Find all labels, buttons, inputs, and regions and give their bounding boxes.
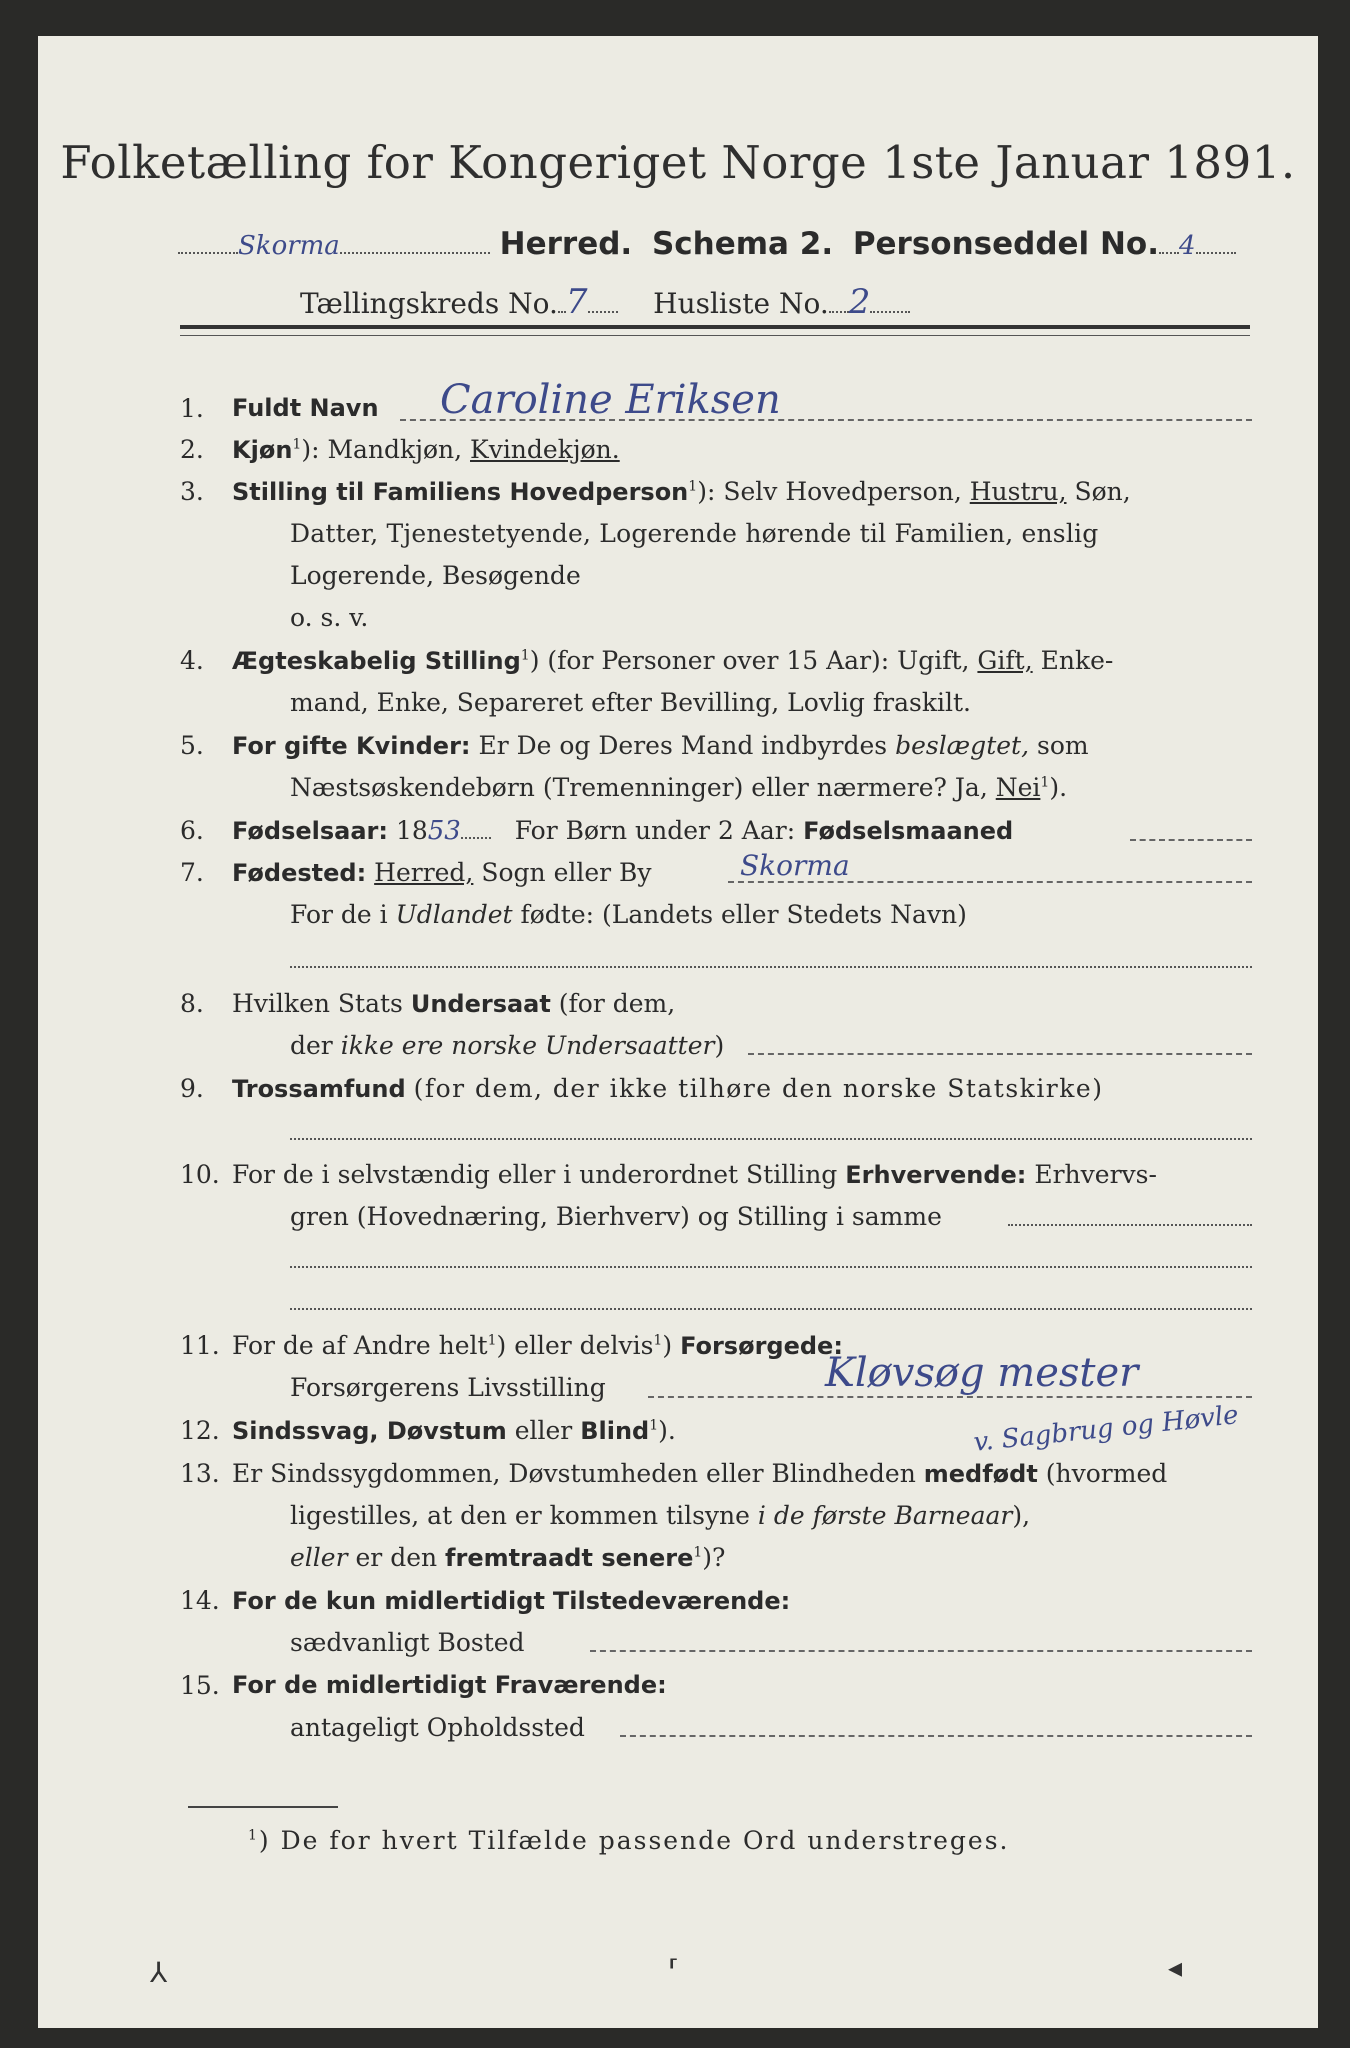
q13-footnote-ref: 1 [693, 1544, 703, 1561]
q14-line2: sædvanligt Bosted [290, 1628, 525, 1657]
q5-label: For gifte Kvinder: [232, 732, 471, 760]
q2-footnote-ref: 1 [292, 436, 302, 453]
q8-fill-line [748, 1053, 1252, 1055]
q14-number: 14. [180, 1586, 220, 1615]
q13-line2b: i de første Barneaar [757, 1501, 1013, 1530]
q12-line1d: ). [658, 1416, 676, 1445]
q4-line1c: Enke- [1040, 646, 1114, 675]
q13-line2a: ligestilles, at den er kommen tilsyne [290, 1501, 750, 1530]
q2-selected-option: Kvindekjøn. [470, 435, 620, 464]
q9-label: Trossamfund [232, 1075, 406, 1103]
q13-line1a: Er Sindssygdommen, Døvstumheden eller Blindheden [232, 1459, 916, 1488]
q4-line1a: ) (for Personer over 15 Aar): Ugift, [529, 646, 970, 675]
q9-blank-line [290, 1138, 1252, 1140]
q6-fill-line [1130, 839, 1252, 841]
q8-line2c: ) [714, 1031, 725, 1060]
q6-label2: Fødselsmaaned [803, 817, 1014, 845]
schema-label: Schema 2. [651, 226, 834, 262]
q15-line2: antageligt Opholdssted [290, 1713, 585, 1742]
q9-rest: (for dem, der ikke tilhøre den norske Statskirke) [413, 1074, 1104, 1103]
q11-provider-value: Kløvsøg mester [825, 1350, 1139, 1396]
q11-line1c: ) [662, 1331, 673, 1360]
q11-line2: Forsørgerens Livsstilling [290, 1373, 606, 1402]
q11-number: 11. [180, 1331, 220, 1360]
q5-line1a: Er De og Deres Mand indbyrdes [478, 731, 888, 760]
q14-line1a: For de kun midlertidigt [232, 1587, 545, 1615]
personseddel-value: 4 [1178, 231, 1196, 261]
q11-line1b: ) eller delvis [496, 1331, 654, 1360]
q6-year-value: 53 [427, 816, 461, 846]
footnote-text: ) De for hvert Tilfælde passende Ord understreges. [258, 1826, 1010, 1855]
q13-line1b: medfødt [923, 1460, 1038, 1488]
q10-line1a: For de i selvstændig eller i underordnet Stilling [232, 1160, 838, 1189]
q11-fill-line [648, 1396, 1252, 1398]
header-rule-thin [180, 335, 1250, 336]
q7-selected-option: Herred, [374, 858, 474, 887]
q6-label: Fødselsaar: [232, 817, 388, 845]
corner-mark-right: ◂ [1168, 1951, 1183, 1984]
q10-fill-line [1008, 1224, 1252, 1226]
q13-line3b: er den [355, 1543, 438, 1572]
q11-footnote-ref-1: 1 [487, 1332, 497, 1349]
corner-mark-left: ⅄ [150, 1956, 168, 1989]
q3-line1a: ): Selv Hovedperson, [697, 477, 962, 506]
q3-footnote-ref: 1 [688, 478, 698, 495]
q13-line1c: (hvormed [1045, 1459, 1168, 1488]
q13-number: 13. [180, 1459, 220, 1488]
q2-number: 2. [180, 435, 204, 464]
q7-fill-line [728, 881, 1252, 883]
census-form-page [38, 36, 1318, 2028]
q5-line2c: ). [1049, 773, 1068, 802]
q4-label: Ægteskabelig Stilling [232, 647, 521, 675]
q15-number: 15. [180, 1671, 220, 1700]
q2-label: Kjøn [232, 436, 293, 464]
q8-line1c: (for dem, [558, 989, 676, 1018]
form-title: Folketælling for Kongeriget Norge 1ste Januar 1891. [60, 136, 1296, 189]
q13-line2c: ), [1012, 1501, 1031, 1530]
q8-line1a: Hvilken Stats [232, 989, 403, 1018]
q12-line1a: Sindssvag, Døvstum [232, 1417, 507, 1445]
q4-number: 4. [180, 646, 204, 675]
q8-line1b: Undersaat [410, 990, 551, 1018]
q12-line1c: Blind [580, 1417, 650, 1445]
footnote-marker: 1 [248, 1827, 259, 1844]
q4-footnote-ref: 1 [520, 647, 530, 664]
q7-number: 7. [180, 858, 204, 887]
q13-line3d: )? [702, 1543, 726, 1572]
q10-number: 10. [180, 1160, 220, 1189]
husliste-label: Husliste No. [653, 287, 829, 320]
q4-selected-option: Gift, [977, 646, 1033, 675]
q5-line2a: Næstsøskendebørn (Tremenninger) eller nærmere? Ja, [290, 773, 988, 802]
q1-label: Fuldt Navn [232, 394, 379, 422]
q6-rest: For Børn under 2 Aar: [514, 816, 796, 845]
herred-value: Skorma [238, 231, 340, 261]
personseddel-label: Personseddel No. [852, 226, 1159, 262]
q1-name-value: Caroline Eriksen [440, 377, 781, 423]
q11-line1a: For de af Andre helt [232, 1331, 488, 1360]
q7-line2a: For de i [290, 900, 388, 929]
q3-number: 3. [180, 477, 204, 506]
footnote [248, 1826, 1009, 1855]
q3-line1c: Søn, [1074, 477, 1131, 506]
q7-rest: Sogn eller By [481, 858, 652, 887]
q6-year-prefix: 18 [395, 816, 428, 845]
q3-label: Stilling til Familiens Hovedperson [232, 478, 689, 506]
q10-line1b: Erhvervende: [845, 1161, 1027, 1189]
q3-selected-option: Hustru, [969, 477, 1067, 506]
q9-number: 9. [180, 1074, 204, 1103]
q5-number: 5. [180, 731, 204, 760]
kreds-label: Tællingskreds No. [300, 287, 558, 320]
q11-footnote-ref-2: 1 [653, 1332, 663, 1349]
q6-number: 6. [180, 816, 204, 845]
q13-line3a: eller [290, 1543, 348, 1572]
q7-label: Fødested: [232, 859, 367, 887]
q10-blank-line-2 [290, 1308, 1252, 1310]
q4-line2: mand, Enke, Separeret efter Bevilling, Lovlig fraskilt. [290, 688, 971, 717]
q8-line2b: ikke ere norske Undersaatter [340, 1031, 715, 1060]
q8-number: 8. [180, 989, 204, 1018]
corner-mark-center: ⸢ [668, 1954, 679, 1987]
q7-line2c: fødte: (Landets eller Stedets Navn) [520, 900, 967, 929]
q7-birthplace-value: Skorma [740, 849, 850, 882]
q5-line1b: beslægtet, [895, 731, 1030, 760]
q8-line2a: der [290, 1031, 333, 1060]
q12-line1b: eller [514, 1416, 573, 1445]
q1-fill-line [400, 419, 1252, 421]
q10-blank-line-1 [290, 1266, 1252, 1268]
q10-line1c: Erhvervs- [1034, 1160, 1157, 1189]
header-rule-thick [180, 325, 1250, 329]
q5-footnote-ref: 1 [1040, 774, 1050, 791]
q5-line1c: som [1036, 731, 1089, 760]
q7-blank-line [290, 966, 1252, 968]
q11-provider-value-2: v. Sagbrug og Høvle [972, 1400, 1240, 1458]
husliste-value: 2 [848, 282, 871, 322]
header-herred-line [178, 226, 1236, 262]
q14-line1b: Tilstedeværende: [552, 1587, 791, 1615]
q12-footnote-ref: 1 [649, 1417, 659, 1434]
header-kreds-line [300, 282, 910, 322]
q5-selected-option: Nei [995, 773, 1041, 802]
q3-line2: Datter, Tjenestetyende, Logerende hørende til Familien, enslig [290, 519, 1099, 548]
q14-fill-line [590, 1650, 1252, 1652]
q1-number: 1. [180, 394, 204, 423]
herred-label: Herred. [499, 226, 633, 262]
q7-line2b: Udlandet [395, 900, 513, 929]
q11-line1d: Forsørgede: [680, 1332, 843, 1360]
kreds-value: 7 [565, 282, 588, 322]
q3-line4: o. s. v. [290, 603, 369, 632]
q15-fill-line [620, 1735, 1252, 1737]
q2-rest: ): Mandkjøn, [301, 435, 463, 464]
q15-line1: For de midlertidigt Fraværende: [232, 1671, 667, 1699]
q10-line2: gren (Hovednæring, Bierhverv) og Stilling i samme [290, 1202, 942, 1231]
q13-line3c: fremtraadt senere [445, 1544, 694, 1572]
footnote-rule [188, 1806, 338, 1808]
q12-number: 12. [180, 1416, 220, 1445]
q3-line3: Logerende, Besøgende [290, 561, 581, 590]
